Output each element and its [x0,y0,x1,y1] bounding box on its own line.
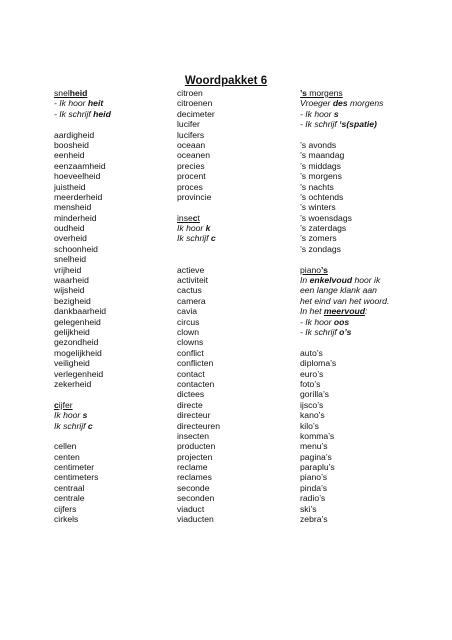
word-line [177,109,307,119]
text-segment: - Ik hoor [54,98,88,109]
text-segment: het eind van het woord. [300,295,390,306]
text-segment: ‘s(spatie) [339,119,377,130]
word-line [300,202,440,212]
text-segment: centraal [54,482,85,493]
text-segment: des [332,98,348,109]
text-segment: snel [54,88,70,98]
text-segment: ’s ochtends [300,191,344,202]
word-line [177,369,307,379]
text-segment: overheid [54,233,87,244]
blank-line [54,431,184,441]
text-segment: schoonheid [54,243,98,254]
word-line [177,358,307,368]
word-line [54,337,184,347]
text-segment: heit [87,98,104,109]
word-line [300,369,440,379]
word-line [177,223,307,233]
word-line [54,327,184,337]
word-line [300,400,440,410]
word-line [177,296,307,306]
text-segment: c [210,233,216,244]
text-segment: dictees [177,389,205,400]
text-segment: projecten [177,451,213,462]
text-segment: directeur [177,410,211,421]
text-segment: kilo’s [300,420,319,431]
text-segment: gelijkheid [54,326,90,337]
word-line [177,483,307,493]
word-line [177,441,307,451]
word-line [177,150,307,160]
text-segment: pinda’s [300,482,328,493]
word-line [54,244,184,254]
text-segment: mogelijkheid [54,347,102,358]
word-line [54,369,184,379]
text-segment: aardigheid [54,129,95,140]
text-segment: Ik schrijf [177,233,211,244]
word-line [300,88,440,98]
text-segment: piano’s [300,472,328,483]
text-segment: morgens [306,88,343,98]
text-segment: paraplu’s [300,462,335,473]
word-line [54,130,184,140]
text-segment: insecten [177,430,210,441]
text-segment: reclames [177,472,212,483]
word-line [54,514,184,524]
word-line [300,192,440,202]
word-line [300,410,440,420]
word-line [177,462,307,472]
text-segment: cirkels [54,514,79,525]
text-segment: cavia [177,306,198,317]
text-segment: morgens [347,98,384,109]
text-segment: cellen [54,441,77,452]
word-line [177,306,307,316]
text-segment: ijfer [58,399,73,410]
text-segment: pagina’s [300,451,332,462]
word-line [177,98,307,108]
word-line [177,285,307,295]
word-line [177,130,307,140]
word-line [54,452,184,462]
word-line [177,233,307,243]
text-segment: gorilla’s [300,389,329,400]
text-segment: euro’s [300,368,324,379]
word-line [177,88,307,98]
text-segment: snelheid [54,254,87,265]
text-segment: cactus [177,285,202,296]
text-segment: c [87,420,93,431]
text-segment: contact [177,368,205,379]
text-segment: piano [300,264,322,275]
text-segment: c [192,212,198,223]
text-segment: boosheid [54,139,89,150]
word-line [177,379,307,389]
text-segment: vrijheid [54,264,82,275]
text-segment: zekerheid [54,378,92,389]
word-line [54,202,184,212]
text-segment: kano’s [300,410,325,421]
text-segment: circus [177,316,200,327]
text-segment: ’s morgens [300,171,342,182]
word-line [300,150,440,160]
text-segment: In het [300,306,324,317]
word-line [177,348,307,358]
word-line [300,327,440,337]
text-segment: - Ik schrijf [300,326,340,337]
word-line [54,285,184,295]
text-segment: auto’s [300,347,323,358]
word-line [300,296,440,306]
text-segment: ’s maandag [300,150,345,161]
word-line [177,213,307,223]
text-segment: k [205,223,211,234]
blank-line [177,254,307,264]
text-segment: clown [177,326,199,337]
word-line [54,296,184,306]
word-line [300,244,440,254]
word-line [300,140,440,150]
word-line [300,275,440,285]
word-line [300,98,440,108]
word-line [177,317,307,327]
word-line [300,223,440,233]
word-line [177,182,307,192]
word-line [54,98,184,108]
word-column-1 [54,88,184,524]
word-line [300,389,440,399]
text-segment: Vroeger [300,98,333,109]
blank-line [300,337,440,347]
text-segment: viaduct [177,503,205,514]
text-segment: ’s [321,264,328,275]
word-line [177,431,307,441]
text-segment: oceanen [177,150,210,161]
text-segment: wijsheid [54,285,85,296]
text-segment: eenzaamheid [54,160,106,171]
word-column-2 [177,88,307,524]
word-line [177,472,307,482]
word-line [300,504,440,514]
word-line [177,327,307,337]
text-segment: viaducten [177,514,214,525]
word-line [54,348,184,358]
text-segment: waarheid [54,275,89,286]
word-line [300,306,440,316]
word-line [54,265,184,275]
text-segment: clowns [177,337,204,348]
text-segment: ’s nachts [300,181,334,192]
word-line [300,483,440,493]
word-line [300,421,440,431]
word-line [54,483,184,493]
word-line [300,213,440,223]
text-segment: inse [177,212,193,223]
word-line [54,171,184,181]
word-line [300,348,440,358]
text-segment: t [197,212,200,223]
text-segment: ’s avonds [300,139,337,150]
word-line [177,171,307,181]
blank-line [54,119,184,129]
text-segment: citroen [177,88,203,98]
word-line [54,233,184,243]
word-line [177,421,307,431]
text-segment: - Ik hoor [300,316,334,327]
blank-line [300,130,440,140]
text-segment: o’s [339,326,352,337]
word-line [54,441,184,451]
text-segment: heid [69,88,88,98]
text-segment: Ik schrijf [54,420,88,431]
word-line [300,441,440,451]
word-line [54,140,184,150]
page-title: Woordpakket 6 [184,75,268,87]
word-line [54,421,184,431]
text-segment: foto’s [300,378,321,389]
text-segment: c [54,399,59,410]
word-line [300,119,440,129]
text-segment: hoeveelheid [54,171,101,182]
text-segment: : [364,306,368,317]
text-segment: heid [93,108,111,119]
word-line [54,213,184,223]
word-line [177,275,307,285]
text-segment: citroenen [177,98,213,109]
text-segment: verlegenheid [54,368,104,379]
word-line [300,452,440,462]
text-segment: seconden [177,493,215,504]
word-line [300,233,440,243]
word-line [300,109,440,119]
text-segment: oos [333,316,350,327]
text-segment: eenheid [54,150,85,161]
word-line [177,192,307,202]
word-line [54,504,184,514]
word-line [54,254,184,264]
word-line [54,161,184,171]
word-line [54,472,184,482]
text-segment: oudheid [54,223,85,234]
word-line [54,182,184,192]
text-segment: precies [177,160,205,171]
text-segment: centen [54,451,80,462]
word-line [54,358,184,368]
word-line [54,223,184,233]
word-line [300,161,440,171]
blank-line [54,389,184,399]
word-line [300,171,440,181]
word-line [177,119,307,129]
word-line [54,109,184,119]
text-segment: ski’s [300,503,317,514]
word-line [54,400,184,410]
text-segment: lucifer [177,119,200,130]
text-segment: seconde [177,482,210,493]
word-line [54,493,184,503]
text-segment: centimeter [54,462,95,473]
word-line [300,265,440,275]
text-segment: decimeter [177,108,215,119]
word-line [54,462,184,472]
text-segment: producten [177,441,216,452]
word-line [300,317,440,327]
text-segment: hoor ik [352,275,381,286]
word-line [177,514,307,524]
word-line [177,493,307,503]
text-segment: ’s zondags [300,243,341,254]
text-segment: In [300,275,310,286]
text-segment: meerderheid [54,191,103,202]
text-segment: komma’s [300,430,335,441]
text-segment: bezigheid [54,295,91,306]
word-line [300,182,440,192]
text-segment: diploma’s [300,358,337,369]
blank-line [177,244,307,254]
text-segment: actieve [177,264,205,275]
text-segment: ’s winters [300,202,336,213]
text-segment: conflicten [177,358,214,369]
text-segment: Ik hoor [177,223,206,234]
text-segment: camera [177,295,206,306]
text-segment: - Ik hoor [300,108,334,119]
word-line [300,358,440,368]
text-segment: centimeters [54,472,99,483]
text-segment: ijsco’s [300,399,324,410]
word-line [177,400,307,410]
text-segment: veiligheid [54,358,90,369]
word-line [300,379,440,389]
blank-line [300,254,440,264]
word-line [177,452,307,462]
word-line [54,88,184,98]
text-segment: radio’s [300,493,326,504]
word-line [177,504,307,514]
word-line [54,192,184,202]
text-segment: cijfers [54,503,77,514]
text-segment: Ik hoor [54,410,83,421]
word-line [300,431,440,441]
word-line [300,285,440,295]
text-segment: s [333,108,339,119]
text-segment: ’s zomers [300,233,337,244]
word-line [300,493,440,503]
word-line [300,472,440,482]
text-segment: zebra’s [300,514,328,525]
word-line [54,317,184,327]
text-segment: menu’s [300,441,328,452]
text-segment: directe [177,399,203,410]
text-segment: ’s woensdags [300,212,352,223]
text-segment: een lange klank aan [300,285,377,296]
text-segment: ’s zaterdags [300,223,347,234]
text-segment: - Ik schrijf [54,108,94,119]
text-segment: activiteit [177,275,209,286]
text-segment: directeuren [177,420,220,431]
word-line [54,379,184,389]
word-line [300,514,440,524]
text-segment: meervoud [323,306,365,317]
text-segment: contacten [177,378,215,389]
text-segment: enkelvoud [309,275,353,286]
text-segment: conflict [177,347,204,358]
word-line [54,306,184,316]
text-segment: gezondheid [54,337,99,348]
word-line [177,337,307,347]
word-line [177,265,307,275]
word-line [177,389,307,399]
text-segment: s [82,410,88,421]
text-segment: lucifers [177,129,205,140]
text-segment: gelegenheid [54,316,101,327]
word-line [300,462,440,472]
word-line [54,410,184,420]
word-line [54,275,184,285]
word-line [54,150,184,160]
blank-line [177,202,307,212]
text-segment: juistheid [54,181,86,192]
text-segment: oceaan [177,139,206,150]
text-segment: ’s [300,88,307,98]
word-line [177,410,307,420]
word-line [177,161,307,171]
text-segment: dankbaarheid [54,306,107,317]
text-segment: reclame [177,462,208,473]
text-segment: - Ik schrijf [300,119,340,130]
text-segment: provincie [177,191,212,202]
text-segment: proces [177,181,203,192]
word-line [177,140,307,150]
text-segment: centrale [54,493,85,504]
text-segment: ’s middags [300,160,341,171]
text-segment: mensheid [54,202,92,213]
text-segment: procent [177,171,206,182]
word-column-3 [300,88,440,524]
text-segment: minderheid [54,212,97,223]
